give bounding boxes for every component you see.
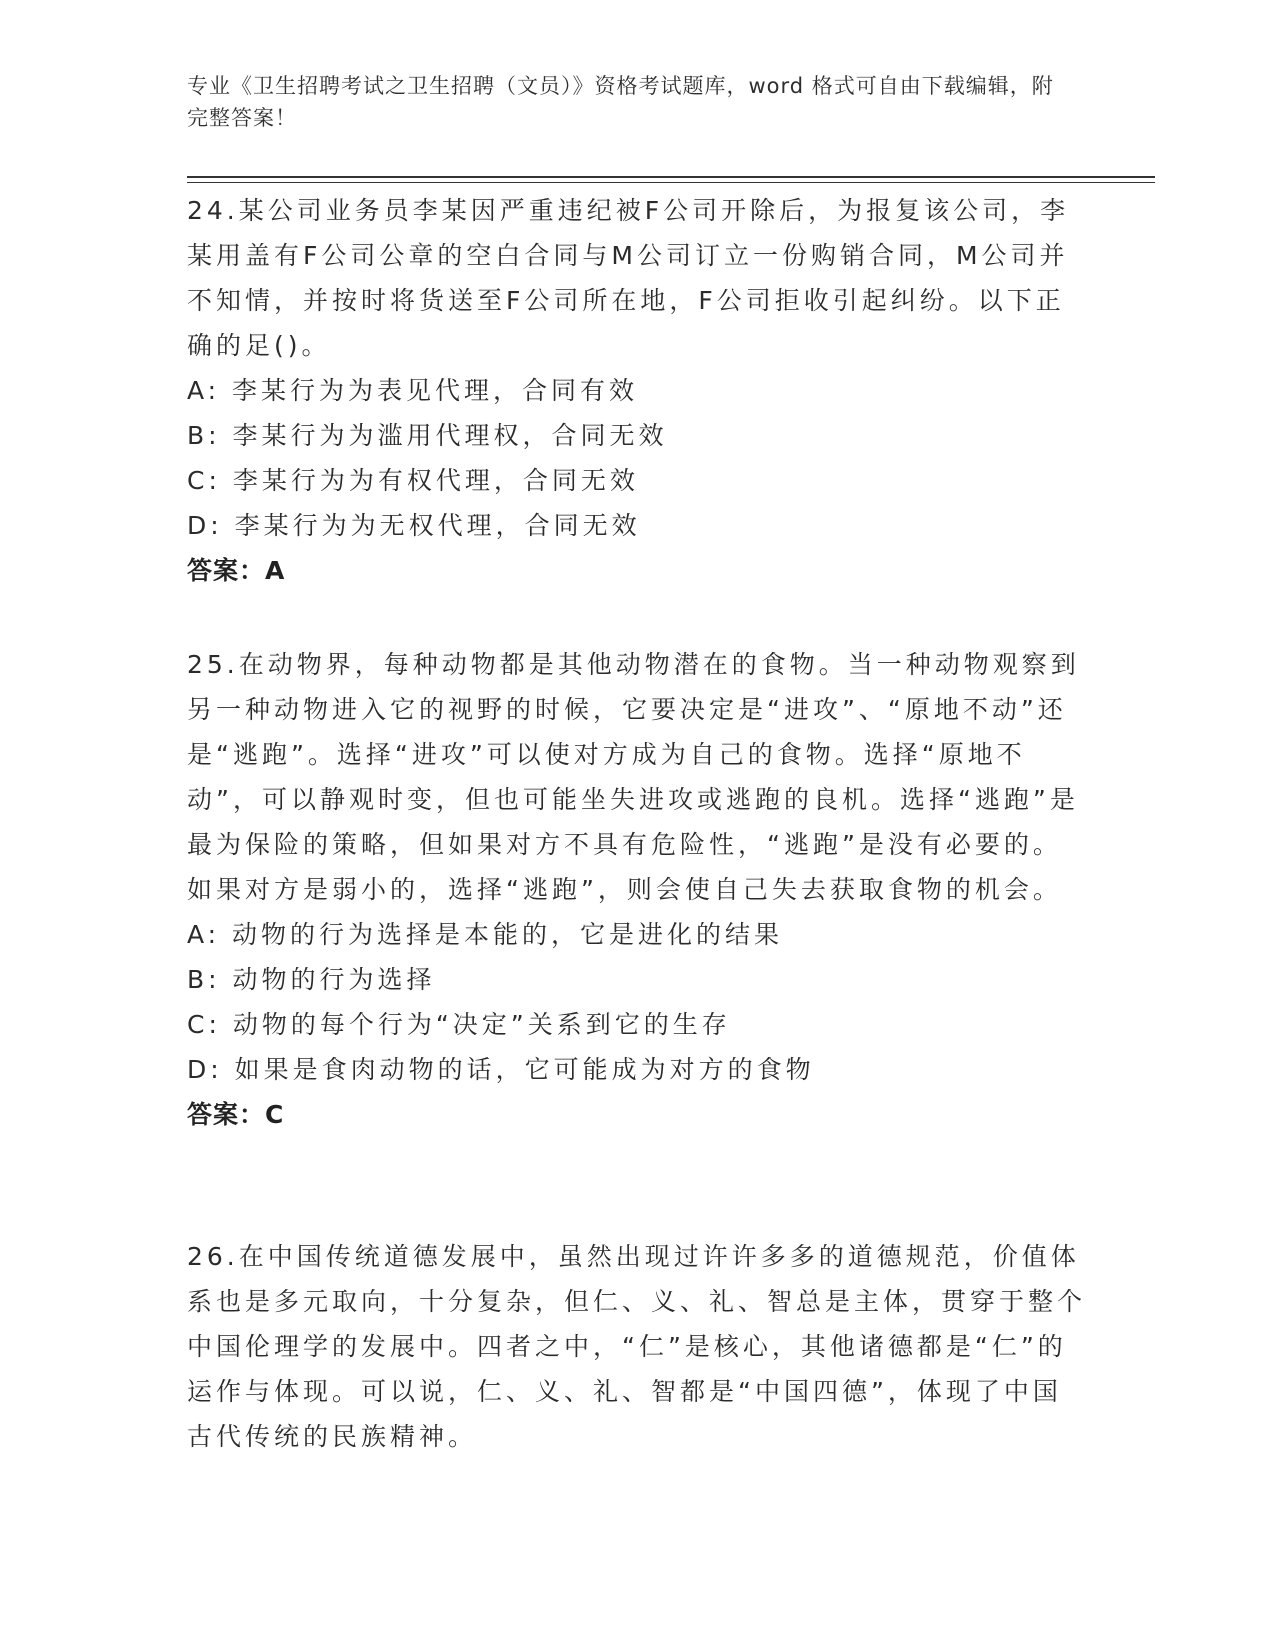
option-c: C: 李某行为为有权代理，合同无效 (187, 466, 639, 495)
question-26 (187, 1234, 1087, 1459)
answer-label: 答案：A (187, 556, 286, 585)
option-c: C: 动物的每个行为“决定”关系到它的生存 (187, 1010, 731, 1039)
option-d: D: 如果是食肉动物的话，它可能成为对方的食物 (187, 1055, 815, 1084)
option-a: A: 李某行为为表见代理，合同有效 (187, 376, 639, 405)
question-stem: 24.某公司业务员李某因严重违纪被F公司开除后，为报复该公司，李某用盖有F公司公章的空白合同与M公司订立一份购销合同，M公司并不知情，并按时将货送至F公司所在地，F公司拒收引起纠纷。以下正确的足()。 (187, 196, 1070, 360)
question-stem: 25.在动物界，每种动物都是其他动物潜在的食物。当一种动物观察到另一种动物进入它的视野的时候，它要决定是“进攻”、“原地不动”还是“逃跑”。选择“进攻”可以使对方成为自己的食物。选择“原地不动”，可以静观时变，但也可能坐失进攻或逃跑的良机。选择“逃跑”是最为保险的策略，但如果对方不具有危险性，“逃跑”是没有必要的。如果对方是弱小的，选择“逃跑”，则会使自己失去获取食物的机会。 (187, 650, 1080, 904)
question-stem: 26.在中国传统道德发展中，虽然出现过许许多多的道德规范，价值体系也是多元取向，十分复杂，但仁、义、礼、智总是主体，贯穿于整个中国伦理学的发展中。四者之中，“仁”是核心，其他诸德都是“仁”的运作与体现。可以说，仁、义、礼、智都是“中国四德”，体现了中国古代传统的民族精神。 (187, 1242, 1087, 1451)
header-divider-thick (187, 176, 1155, 178)
question-25 (187, 642, 1087, 1137)
question-24 (187, 188, 1087, 593)
answer-label: 答案：C (187, 1100, 285, 1129)
option-b: B: 动物的行为选择 (187, 965, 436, 994)
option-b: B: 李某行为为滥用代理权，合同无效 (187, 421, 668, 450)
document-header: 专业《卫生招聘考试之卫生招聘（文员）》资格考试题库，word 格式可自由下载编辑，附完整答案！ (187, 74, 1054, 130)
header-divider-thin (187, 182, 1155, 183)
option-a: A: 动物的行为选择是本能的，它是进化的结果 (187, 920, 784, 949)
option-d: D: 李某行为为无权代理，合同无效 (187, 511, 641, 540)
